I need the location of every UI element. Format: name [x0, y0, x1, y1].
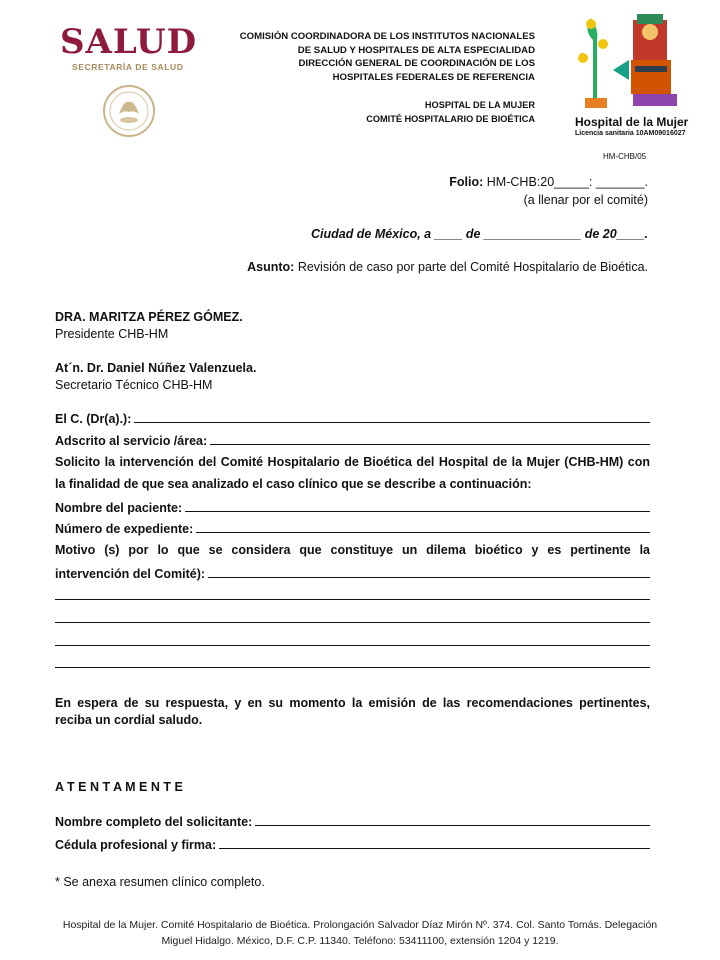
- institution-heading: [240, 30, 535, 84]
- patient-input-line[interactable]: [185, 511, 650, 512]
- license-signature-field[interactable]: [55, 836, 650, 852]
- license-signature-input-line[interactable]: [219, 848, 650, 849]
- patient-field[interactable]: [55, 499, 650, 515]
- salud-logo: SALUD: [60, 22, 198, 62]
- service-field[interactable]: [55, 432, 650, 448]
- folio-label: Folio:: [449, 175, 484, 189]
- footer-line: Miguel Hidalgo. México, D.F. C.P. 11340. Teléfono: 53411100, extensión 1204 y 1219.: [161, 935, 559, 947]
- license-signature-label: Cédula profesional y firma:: [55, 838, 217, 852]
- reason-input-line[interactable]: [208, 577, 650, 578]
- requester-label: Nombre completo del solicitante:: [55, 815, 253, 829]
- annex-note: * Se anexa resumen clínico completo.: [55, 875, 265, 889]
- license-number: Licencia sanitaria 10AM09016027: [575, 130, 686, 137]
- record-field[interactable]: [55, 520, 650, 536]
- reason-blank-line[interactable]: [55, 599, 650, 600]
- signoff: A T E N T A M E N T E: [55, 780, 183, 794]
- institution-line: COMISIÓN COORDINADORA DE LOS INSTITUTOS NACIONALES: [239, 31, 535, 42]
- doctor-field[interactable]: [55, 410, 650, 426]
- hospital-heading: [366, 99, 535, 126]
- record-input-line[interactable]: [196, 532, 650, 533]
- hospital-glyph-icon: [573, 10, 685, 110]
- requester-input-line[interactable]: [255, 825, 650, 826]
- subject-label: Asunto:: [247, 260, 295, 274]
- subject-line: [247, 260, 648, 274]
- form-code: HM-CHB/05: [603, 152, 647, 161]
- footer-line: Hospital de la Mujer. Comité Hospitalario de Bioética. Prolongación Salvador Díaz Mirón Nº. 374. Col. Santo Tomás. Delegación: [62, 919, 658, 931]
- reason-blank-line[interactable]: [55, 622, 650, 623]
- page-footer: [40, 917, 680, 949]
- hospital-line: COMITÉ HOSPITALARIO DE BIOÉTICA: [366, 113, 535, 124]
- institution-line: DE SALUD Y HOSPITALES DE ALTA ESPECIALIDAD: [297, 44, 535, 56]
- folio-value[interactable]: HM-CHB:20_____: _______.: [486, 175, 648, 189]
- closing-line-1: En espera de su respuesta, y en su momento la emisión de las recomendaciones pertinentes,: [55, 696, 650, 710]
- reason-blank-line[interactable]: [55, 645, 650, 646]
- request-line-2: la finalidad de que sea analizado el caso clínico que se describe a continuación:: [55, 477, 532, 491]
- reason-blank-line[interactable]: [55, 667, 650, 668]
- reason-line-1: Motivo (s) por lo que se considera que constituye un dilema bioético y es pertinente la: [55, 543, 650, 557]
- folio-note: (a llenar por el comité): [523, 193, 648, 207]
- folio-line: [449, 175, 648, 189]
- reason-label: intervención del Comité):: [55, 567, 206, 581]
- institution-line: DIRECCIÓN GENERAL DE COORDINACIÓN DE LOS: [298, 58, 535, 70]
- subject-text: Revisión de caso por parte del Comité Hospitalario de Bioética.: [297, 260, 648, 274]
- doctor-label: El C. (Dr(a).):: [55, 412, 132, 426]
- doctor-input-line[interactable]: [134, 422, 650, 423]
- record-label: Número de expediente:: [55, 522, 194, 536]
- requester-field[interactable]: [55, 813, 650, 829]
- president-title: Presidente CHB-HM: [55, 327, 169, 341]
- service-input-line[interactable]: [210, 444, 650, 445]
- request-line-1: Solicito la intervención del Comité Hospitalario de Bioética del Hospital de la Mujer (CHB-HM) con: [55, 455, 650, 469]
- city-date-line[interactable]: Ciudad de México, a ____ de ______________ de 20____.: [310, 227, 648, 241]
- national-seal-icon: [102, 84, 156, 138]
- salud-logo-subtitle: SECRETARÍA DE SALUD: [72, 62, 184, 72]
- closing-line-2: reciba un cordial saludo.: [55, 713, 203, 727]
- hospital-line: HOSPITAL DE LA MUJER: [424, 100, 535, 110]
- attn-name: At´n. Dr. Daniel Núñez Valenzuela.: [55, 361, 257, 375]
- president-name: DRA. MARITZA PÉREZ GÓMEZ.: [55, 310, 243, 324]
- service-label: Adscrito al servicio /área:: [55, 434, 208, 448]
- institution-line: HOSPITALES FEDERALES DE REFERENCIA: [332, 71, 535, 83]
- reason-field[interactable]: [55, 565, 650, 581]
- attn-title: Secretario Técnico CHB-HM: [55, 378, 213, 392]
- patient-label: Nombre del paciente:: [55, 501, 183, 515]
- hospital-name: Hospital de la Mujer: [575, 115, 689, 129]
